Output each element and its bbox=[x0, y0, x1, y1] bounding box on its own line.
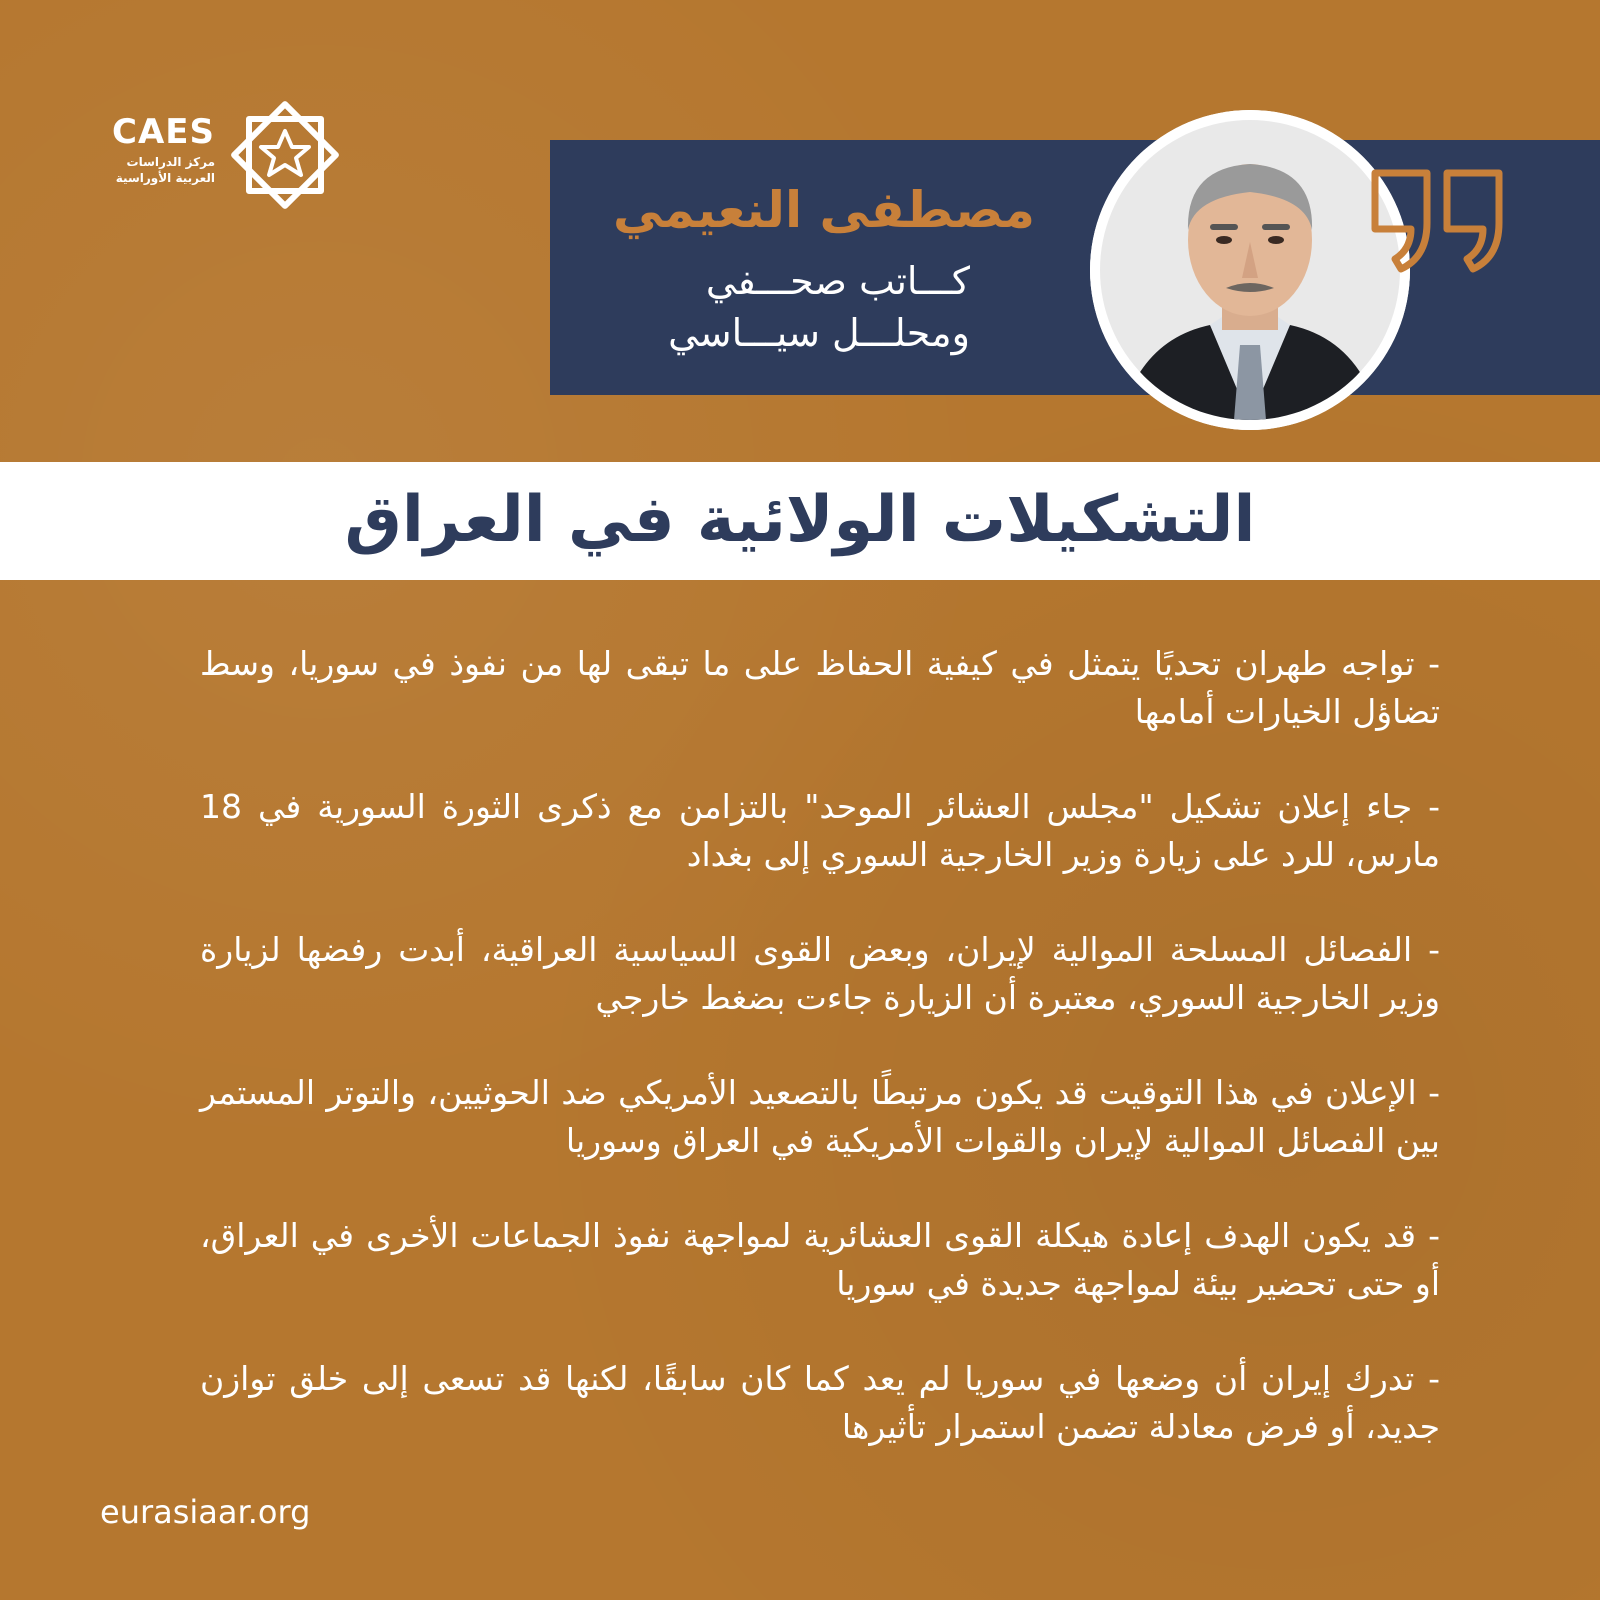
list-item: - الفصائل المسلحة الموالية لإيران، وبعض القوى السياسية العراقية، أبدت رفضها لزيارة وزير الخارجية السوري، معتبرة أن الزيارة جاءت بضغط خارجي bbox=[200, 930, 1440, 1017]
author-role-line2: ومحلـــل سيـــاسي bbox=[668, 311, 970, 355]
author-portrait bbox=[1090, 110, 1410, 430]
portrait-illustration bbox=[1100, 120, 1400, 420]
author-name: مصطفى النعيمي bbox=[613, 181, 1035, 239]
closing-quote-icon bbox=[1365, 165, 1515, 275]
list-item: - تواجه طهران تحديًا يتمثل في كيفية الحفاظ على ما تبقى لها من نفوذ في سوريا، وسط تضاؤل الخيارات أمامها bbox=[200, 644, 1440, 731]
website-url: eurasiaar.org bbox=[100, 1493, 311, 1531]
author-role bbox=[600, 255, 970, 359]
logo-name-line2: العربية الأوراسية bbox=[115, 171, 215, 185]
eight-point-star-icon bbox=[225, 95, 345, 215]
key-points-list bbox=[200, 640, 1440, 1498]
list-item: - قد يكون الهدف إعادة هيكلة القوى العشائرية لمواجهة نفوذ الجماعات الأخرى في العراق، أو حتى تحضير بيئة لمواجهة جديدة في سوريا bbox=[200, 1216, 1440, 1303]
caes-logo bbox=[85, 95, 345, 215]
list-item: - تدرك إيران أن وضعها في سوريا لم يعد كما كان سابقًا، لكنها قد تسعى إلى خلق توازن جديد، أو فرض معادلة تضمن استمرار تأثيرها bbox=[200, 1359, 1440, 1446]
logo-name-line1: مركز الدراسات bbox=[126, 155, 215, 169]
list-item: - جاء إعلان تشكيل "مجلس العشائر الموحد" بالتزامن مع ذكرى الثورة السورية في 18 مارس، للرد على زيارة وزير الخارجية السوري إلى بغداد bbox=[200, 787, 1440, 874]
author-role-line1: كـــاتب صحـــفي bbox=[705, 259, 970, 303]
page-title: التشكيلات الولائية في العراق bbox=[344, 483, 1256, 557]
logo-abbr: CAES bbox=[112, 112, 215, 152]
list-item: - الإعلان في هذا التوقيت قد يكون مرتبطًا بالتصعيد الأمريكي ضد الحوثيين، والتوتر المستمر بين الفصائل الموالية لإيران والقوات الأمريكية في العراق وسوريا bbox=[200, 1073, 1440, 1160]
